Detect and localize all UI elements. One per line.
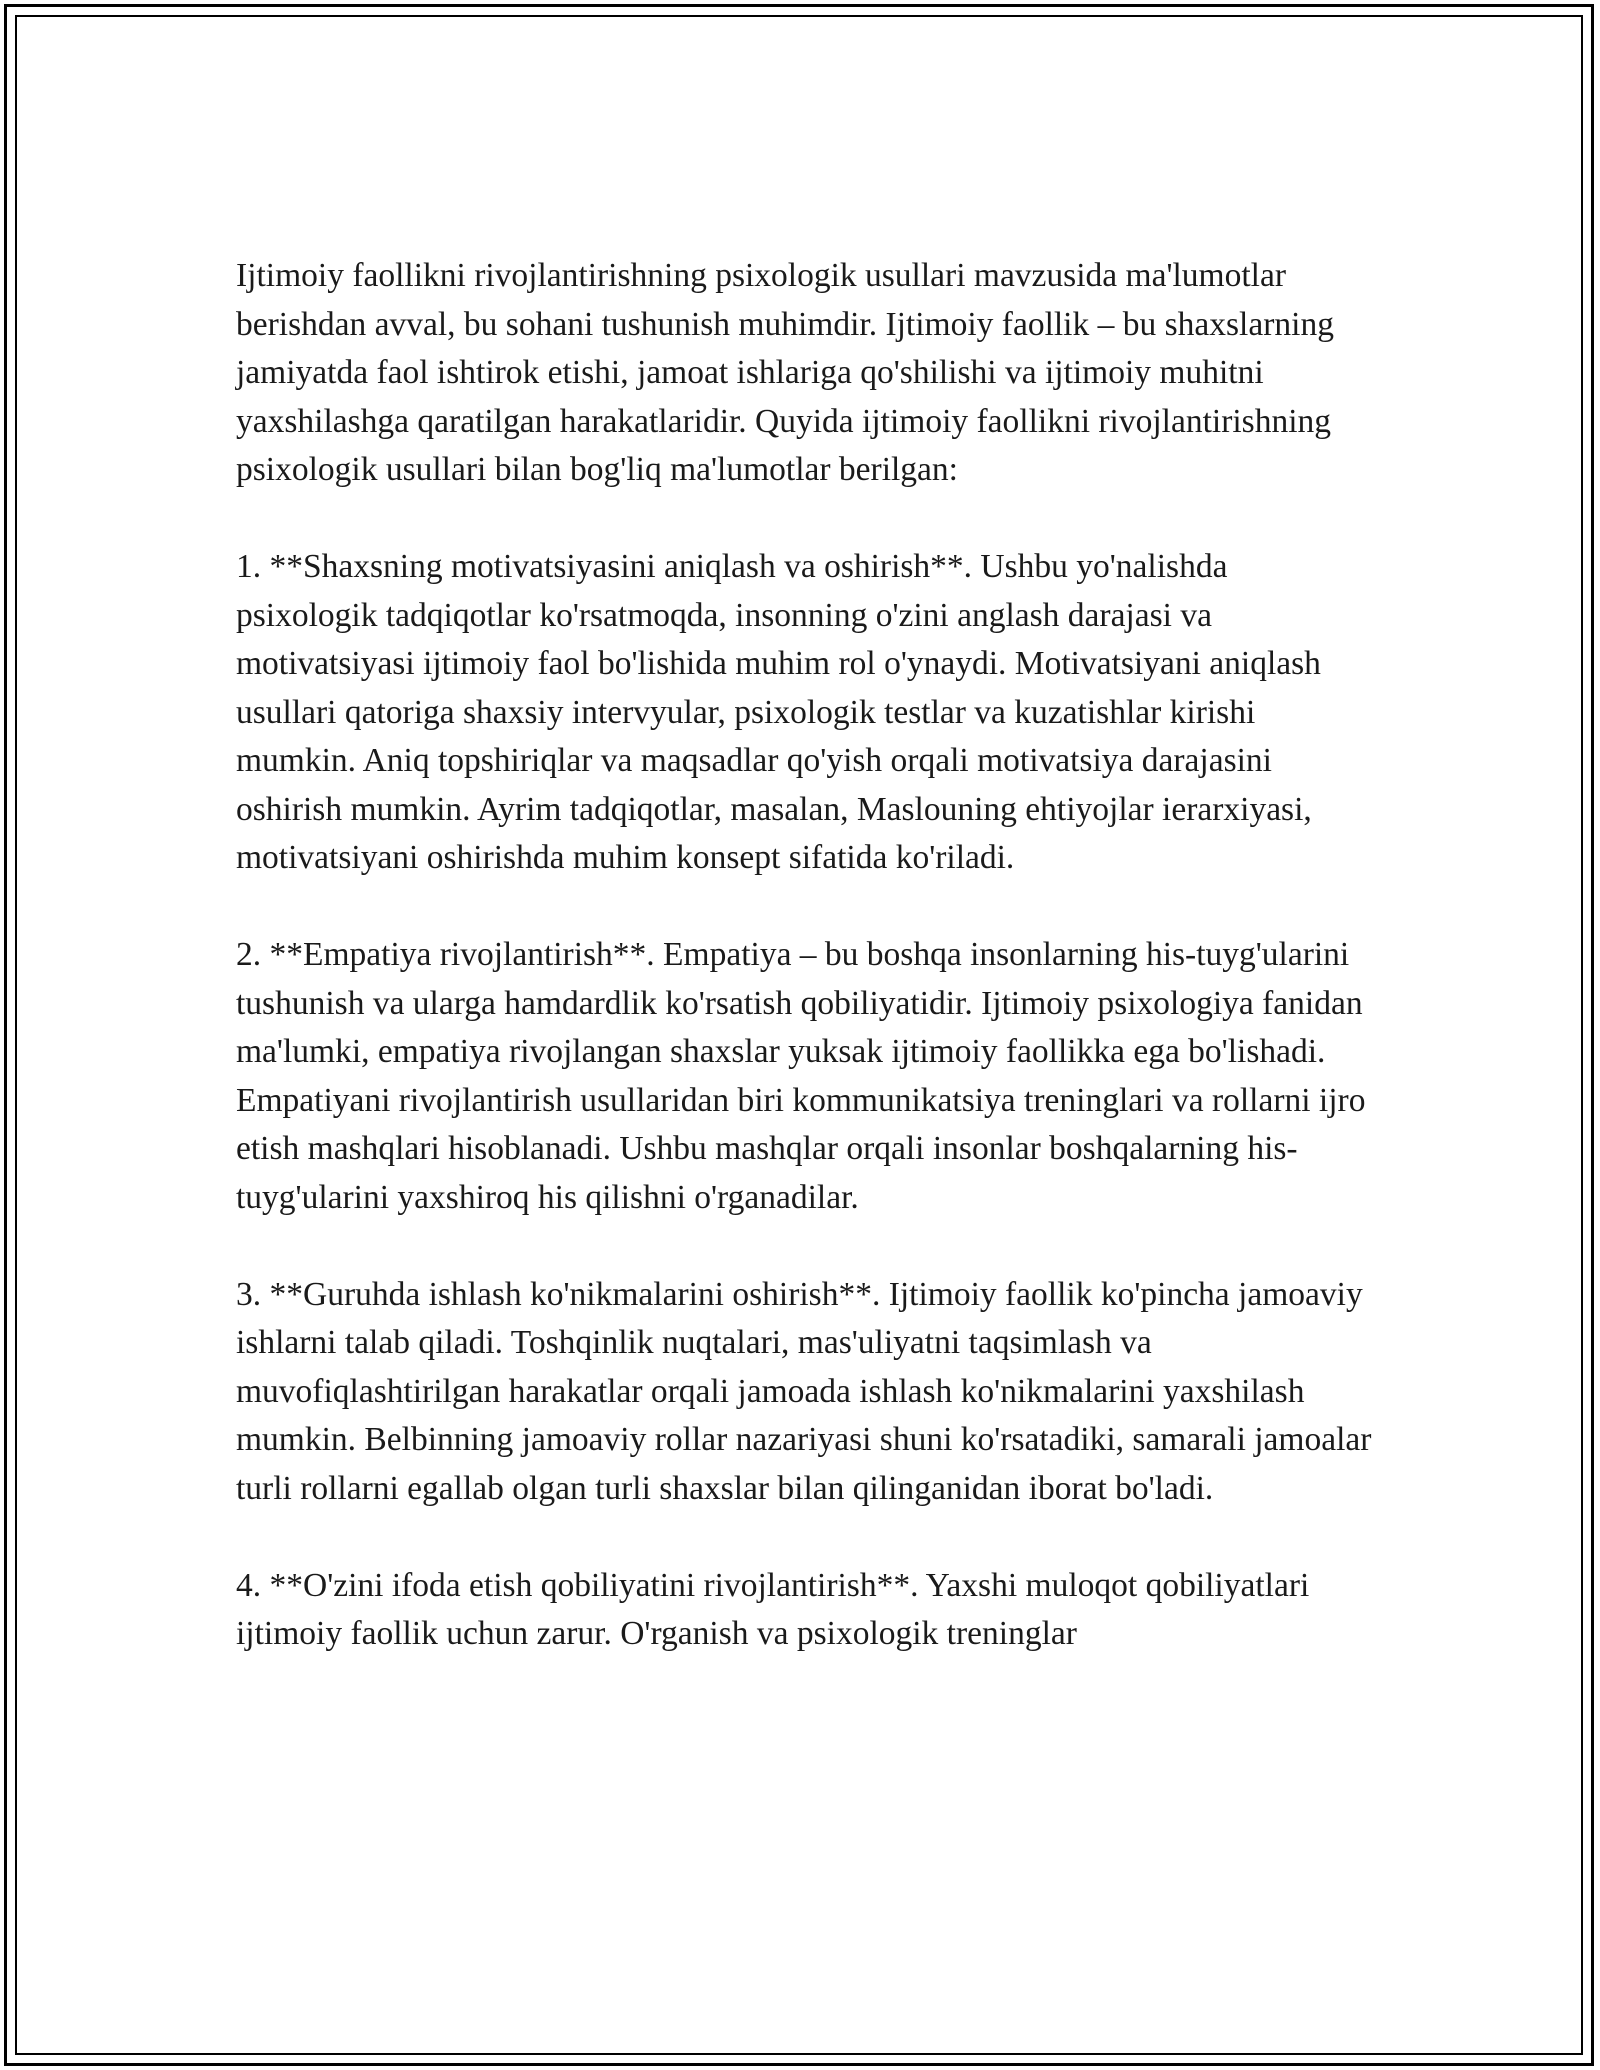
paragraph-empathy: 2. **Empatiya rivojlantirish**. Empatiya – bu boshqa insonlarning his-tuyg'ularini tushunish va ularga hamdardlik ko'rsatish qobiliyatidir. Ijtimoiy psixologiya fanidan ma'lumki, empatiya rivojlangan shaxslar yuksak ijtimoiy faollikka ega bo'lishadi. Empatiyani rivojlantirish usullaridan biri kommunikatsiya treninglari va rollarni ijro etish mashqlari hisoblanadi. Ushbu mashqlar orqali insonlar boshqalarning his-tuyg'ularini yaxshiroq his qilishni o'rganadilar. [236, 936, 1366, 1216]
paragraph-motivation: 1. **Shaxsning motivatsiyasini aniqlash va oshirish**. Ushbu yo'nalishda psixologik tadqiqotlar ko'rsatmoqda, insonning o'zini anglash darajasi va motivatsiyasi ijtimoiy faol bo'lishida muhim rol o'ynaydi. Motivatsiyani aniqlash usullari qatoriga shaxsiy intervyular, psixologik testlar va kuzatishlar kirishi mumkin. Aniq topshiriqlar va maqsadlar qo'yish orqali motivatsiya darajasini oshirish mumkin. Ayrim tadqiqotlar, masalan, Maslouning ehtiyojlar ierarxiyasi, motivatsiyani oshirishda muhim konsept sifatida ko'riladi. [236, 548, 1321, 876]
intro-paragraph: Ijtimoiy faollikni rivojlantirishning psixologik usullari mavzusida ma'lumotlar berishdan avval, bu sohani tushunish muhimdir. Ijtimoiy faollik – bu shaxslarning jamiyatda faol ishtirok etishi, jamoat ishlariga qo'shilishi va ijtimoiy muhitni yaxshilashga qaratilgan harakatlaridir. Quyida ijtimoiy faollikni rivojlantirishning psixologik usullari bilan bog'liq ma'lumotlar berilgan: [236, 257, 1334, 488]
document-body [236, 252, 1372, 1707]
paragraph-self-expression: 4. **O'zini ifoda etish qobiliyatini rivojlantirish**. Yaxshi muloqot qobiliyatlari ijtimoiy faollik uchun zarur. O'rganish va psixologik treninglar [236, 1566, 1310, 1652]
paragraph-teamwork: 3. **Guruhda ishlash ko'nikmalarini oshirish**. Ijtimoiy faollik ko'pincha jamoaviy ishlarni talab qiladi. Toshqinlik nuqtalari, mas'uliyatni taqsimlash va muvofiqlashtirilgan harakatlar orqali jamoada ishlash ko'nikmalarini yaxshilash mumkin. Belbinning jamoaviy rollar nazariyasi shuni ko'rsatadiki, samarali jamoalar turli rollarni egallab olgan turli shaxslar bilan qilinganidan iborat bo'ladi. [236, 1275, 1372, 1507]
